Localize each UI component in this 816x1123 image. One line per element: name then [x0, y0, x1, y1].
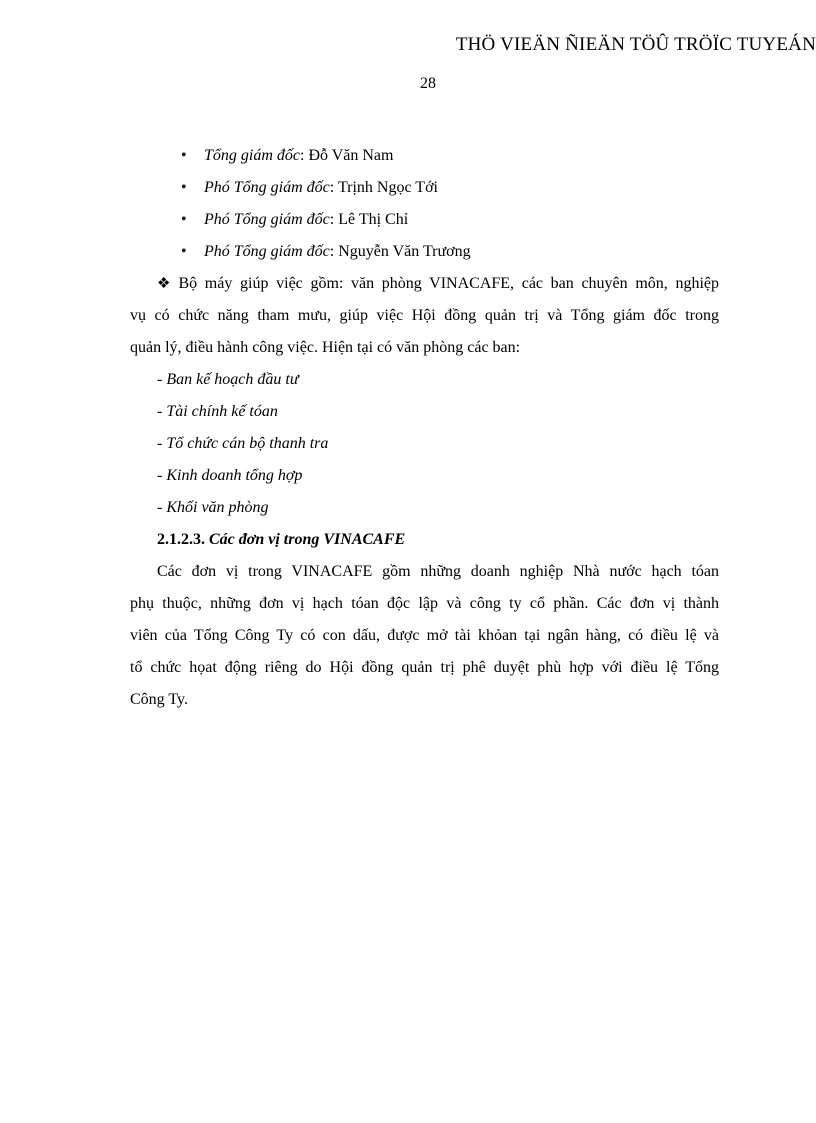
- bullet-icon: •: [181, 211, 187, 228]
- bullet-icon: •: [181, 179, 187, 196]
- leader-name: Đỗ Văn Nam: [308, 147, 394, 164]
- list-item: - Tài chính kế tóan: [157, 403, 278, 420]
- leader-role: Phó Tổng giám đốc: [204, 179, 330, 196]
- leader-role: Phó Tổng giám đốc: [204, 243, 330, 260]
- list-item: [157, 140, 719, 172]
- leader-name: Nguyễn Văn Trương: [338, 243, 471, 260]
- paragraph-line: Công Ty.: [130, 691, 188, 708]
- section-heading: [157, 524, 719, 556]
- bullet-icon: •: [181, 243, 187, 260]
- paragraph-line: [130, 268, 719, 300]
- bullet-icon: •: [181, 147, 187, 164]
- departments-list: [157, 364, 719, 524]
- paragraph-line: vụ có chức năng tham mưu, giúp việc Hội đồng quản trị và Tổng giám đốc trong: [130, 307, 719, 324]
- list-item: [157, 172, 719, 204]
- page-header-title: THÖ VIEÄN ÑIEÄN TÖÛ TRÖÏC TUYEÁN: [455, 34, 816, 55]
- paragraph-line: phụ thuộc, những đơn vị hạch tóan độc lập và công ty cổ phần. Các đơn vị thành: [130, 595, 719, 612]
- document-body: [130, 140, 719, 716]
- leader-separator: :: [300, 147, 309, 164]
- list-item: - Tổ chức cán bộ thanh tra: [157, 435, 329, 452]
- leader-role: Phó Tổng giám đốc: [204, 211, 330, 228]
- paragraph-line: viên của Tổng Công Ty có con dấu, được mở tài khỏan tại ngân hàng, có điều lệ và: [130, 627, 719, 644]
- leader-separator: :: [329, 211, 339, 228]
- section-title: Các đơn vị trong VINACAFE: [209, 531, 406, 548]
- leaders-list: [157, 140, 719, 268]
- list-item: [157, 236, 719, 268]
- page-number: 28: [420, 75, 436, 92]
- leader-name: Lê Thị Chỉ: [338, 211, 409, 228]
- paragraph-text: Bộ máy giúp việc gồm: văn phòng VINACAFE, các ban chuyên môn, nghiệp: [178, 275, 719, 292]
- list-item: - Khối văn phòng: [157, 499, 269, 516]
- diamond-bullet-icon: ❖: [157, 276, 171, 292]
- apparatus-paragraph: [130, 268, 719, 364]
- list-item: - Ban kế hoạch đầu tư: [157, 371, 299, 388]
- list-item: [157, 204, 719, 236]
- paragraph-line: Các đơn vị trong VINACAFE gồm những doanh nghiệp Nhà nước hạch tóan: [157, 563, 719, 580]
- paragraph-line: quản lý, điều hành công việc. Hiện tại có văn phòng các ban:: [130, 339, 521, 356]
- leader-name: Trịnh Ngọc Tới: [337, 179, 438, 196]
- units-paragraph: [130, 556, 719, 716]
- paragraph-line: tổ chức họat động riêng do Hội đồng quản trị phê duyệt phù hợp với điều lệ Tổng: [130, 659, 719, 676]
- leader-separator: :: [329, 243, 339, 260]
- list-item: - Kinh doanh tổng hợp: [157, 467, 303, 484]
- leader-role: Tổng giám đốc: [204, 147, 300, 164]
- leader-separator: :: [329, 179, 338, 196]
- section-number: 2.1.2.3.: [157, 531, 205, 548]
